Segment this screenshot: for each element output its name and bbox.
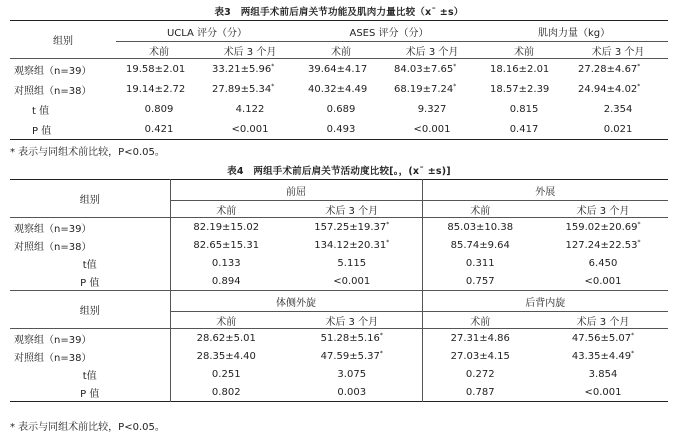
table-cell: 24.94±4.02*: [578, 83, 641, 95]
table3: [10, 20, 668, 140]
table-cell: 0.021: [603, 123, 633, 135]
table-row: [10, 254, 668, 272]
table-cell: 0.133: [211, 257, 241, 269]
table4-group-header: 组别: [10, 291, 170, 329]
table-cell: 84.03±7.65*: [394, 63, 457, 75]
table3-subheader: 术后 3 个月: [384, 42, 480, 59]
table-cell: 9.327: [417, 103, 447, 115]
table3-subheader: 术前: [480, 42, 568, 59]
table-cell: 82.65±15.31: [193, 239, 260, 251]
table-cell: 27.89±5.34*: [212, 83, 275, 95]
table3-note: * 表示与同组术前比较，P<0.05。: [10, 147, 165, 158]
table-cell: 47.59±5.37*: [282, 347, 422, 365]
table-cell: 0.493: [326, 123, 356, 135]
table4-colgroup-internal-rotation: 后背内旋: [422, 291, 668, 312]
table3-subheader: 术后 3 个月: [568, 42, 668, 59]
table3-group-header: 组别: [10, 21, 116, 59]
table4-group-header: 组别: [10, 180, 170, 218]
table-cell: 127.24±22.53*: [565, 239, 641, 251]
table-cell: 0.251: [211, 368, 241, 380]
row-label: P 值: [10, 272, 170, 291]
table-cell: 33.21±5.96*: [212, 63, 275, 75]
table4: [10, 179, 668, 402]
table-cell: 5.115: [282, 254, 422, 272]
table-cell: 0.894: [170, 272, 282, 291]
table-cell: 0.311: [465, 257, 495, 269]
table3-colgroup-ucla: UCLA 评分（分）: [116, 21, 298, 42]
table4-caption: 表4 两组手术前后肩关节活动度比较[。，(x¯ ±s)]: [227, 166, 451, 177]
table-cell: 0.757: [422, 272, 538, 291]
table-cell: 27.31±4.86: [450, 332, 510, 344]
table-cell: 47.56±5.07*: [571, 332, 635, 344]
row-label: 对照组（n=38）: [14, 85, 92, 97]
table4-subheader: 术后 3 个月: [538, 201, 668, 218]
table-row: [10, 79, 668, 99]
table-row: [10, 383, 668, 402]
table-cell: 18.16±2.01: [490, 63, 550, 75]
table-cell: <0.001: [584, 386, 622, 398]
row-label: 对照组（n=38）: [10, 347, 170, 365]
table-row: [10, 119, 668, 140]
table-cell: 0.417: [509, 123, 539, 135]
table-cell: 18.57±2.39: [490, 83, 550, 95]
table-cell: 85.74±9.64: [450, 239, 510, 251]
table-cell: 0.003: [282, 383, 422, 402]
table-cell: 0.809: [144, 103, 174, 115]
table-row: [10, 347, 668, 365]
row-label: t 值: [32, 105, 50, 117]
table4-subheader: 术后 3 个月: [282, 312, 422, 329]
table-cell: 159.02±20.69*: [565, 221, 641, 233]
table4-colgroup-external-rotation: 体侧外旋: [170, 291, 422, 312]
row-label: 观察组（n=39）: [10, 329, 170, 348]
table-row: [10, 236, 668, 254]
table-cell: 27.03±4.15: [450, 350, 510, 362]
table-cell: 0.689: [326, 103, 356, 115]
table-cell: 6.450: [588, 257, 618, 269]
table-row: [10, 365, 668, 383]
row-label: 观察组（n=39）: [14, 65, 92, 77]
table-cell: <0.001: [231, 123, 269, 135]
table-cell: 39.64±4.17: [308, 63, 368, 75]
table-cell: 157.25±19.37*: [282, 218, 422, 237]
table-cell: 0.787: [465, 386, 495, 398]
table-cell: 85.03±10.38: [447, 221, 514, 233]
table-cell: 0.815: [509, 103, 539, 115]
row-label: 对照组（n=38）: [10, 236, 170, 254]
table-cell: 0.802: [211, 386, 241, 398]
table4-subheader: 术前: [422, 201, 538, 218]
table-cell: 40.32±4.49: [308, 83, 368, 95]
table-cell: 68.19±7.24*: [394, 83, 457, 95]
table-cell: 82.19±15.02: [193, 221, 260, 233]
table-row: [10, 59, 668, 80]
table4-note: * 表示与同组术前比较，P<0.05。: [10, 422, 165, 433]
table-cell: 19.58±2.01: [126, 63, 186, 75]
table-row: [10, 272, 668, 291]
row-label: P 值: [32, 125, 52, 137]
table-cell: 3.854: [588, 368, 618, 380]
table-cell: 0.421: [144, 123, 174, 135]
table-cell: 134.12±20.31*: [282, 236, 422, 254]
row-label: P 值: [10, 383, 170, 402]
table-cell: 4.122: [235, 103, 265, 115]
table-row: [10, 99, 668, 119]
table3-caption: 表3 两组手术前后肩关节功能及肌肉力量比较（x¯ ±s）: [214, 7, 464, 18]
row-label: t值: [10, 365, 170, 383]
table4-subheader: 术前: [422, 312, 538, 329]
table-cell: 27.28±4.67*: [578, 63, 641, 75]
table4-colgroup-abduction: 外展: [422, 180, 668, 201]
table-row: [10, 329, 668, 348]
table4-subheader: 术前: [170, 201, 282, 218]
table3-subheader: 术前: [298, 42, 384, 59]
table-cell: 19.14±2.72: [126, 83, 186, 95]
table-cell: 51.28±5.16*: [282, 329, 422, 348]
table-cell: 28.62±5.01: [196, 332, 256, 344]
table3-colgroup-muscle: 肌肉力量（kg）: [480, 21, 668, 42]
table-cell: 2.354: [603, 103, 633, 115]
table4-subheader: 术后 3 个月: [282, 201, 422, 218]
table3-subheader: 术后 3 个月: [202, 42, 298, 59]
table3-colgroup-ases: ASES 评分（分）: [298, 21, 480, 42]
table-cell: <0.001: [538, 272, 668, 291]
table-cell: 43.35±4.49*: [571, 350, 635, 362]
table3-subheader: 术前: [116, 42, 202, 59]
table-cell: <0.001: [413, 123, 451, 135]
table-row: [10, 218, 668, 237]
table4-colgroup-flexion: 前屈: [170, 180, 422, 201]
table-cell: <0.001: [282, 272, 422, 291]
table4-subheader: 术后 3 个月: [538, 312, 668, 329]
row-label: t值: [10, 254, 170, 272]
table-cell: 3.075: [282, 365, 422, 383]
table-cell: 0.272: [465, 368, 495, 380]
table-cell: 28.35±4.40: [196, 350, 256, 362]
table4-subheader: 术前: [170, 312, 282, 329]
row-label: 观察组（n=39）: [10, 218, 170, 237]
